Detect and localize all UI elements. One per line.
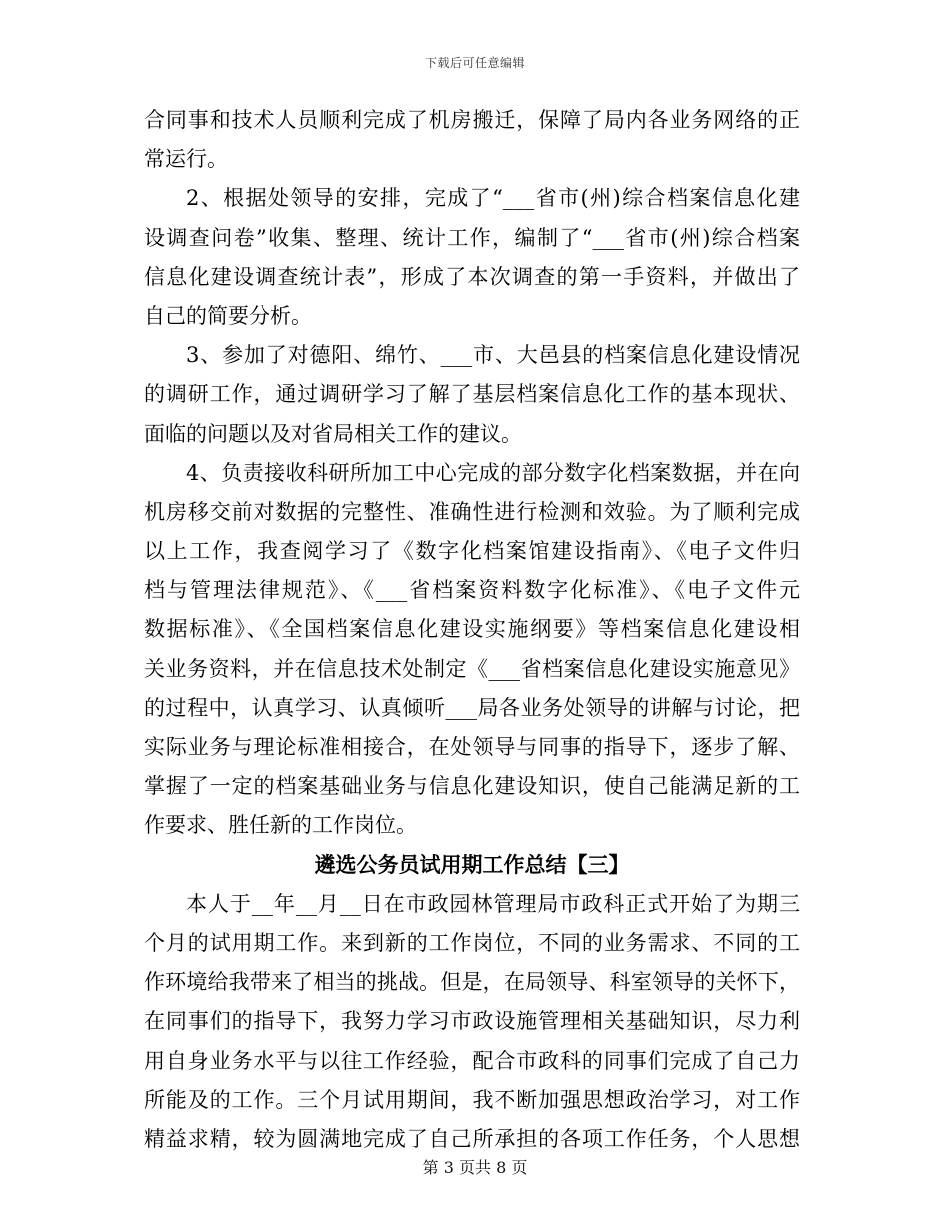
text-line: 设调查问卷”收集、整理、统计工作，编制了“___省市(州)综合档案 xyxy=(144,225,800,250)
text-line: 实际业务与理论标准相接合，在处领导与同事的指导下，逐步了解、 xyxy=(144,735,800,759)
text-line: 3、参加了对德阳、绵竹、___市、大邑县的档案信息化建设情况 xyxy=(186,343,800,368)
text-line: 信息化建设调查统计表”，形成了本次调查的第一手资料，并做出了 xyxy=(144,264,800,289)
paragraph-5 xyxy=(144,885,800,1159)
text-line: 作要求、胜任新的工作岗位。 xyxy=(144,813,417,838)
text-line: 数据标准》、《全国档案信息化建设实施纲要》等档案信息化建设相 xyxy=(144,617,800,642)
document-body xyxy=(144,101,800,1159)
text-line: 面临的问题以及对省局相关工作的建议。 xyxy=(144,421,522,446)
text-line: 机房移交前对数据的完整性、准确性进行检测和效验。为了顺利完成 xyxy=(144,499,800,524)
page-footer: 第 3 页共 8 页 xyxy=(422,1158,528,1177)
text-line: 所能及的工作。三个月试用期间，我不断加强思想政治学习，对工作 xyxy=(144,1087,800,1112)
section-heading: 遴选公务员试用期工作总结【三】 xyxy=(314,852,630,877)
text-line: 在同事们的指导下，我努力学习市政设施管理相关基础知识，尽力利 xyxy=(144,1009,800,1034)
text-line: 精益求精，较为圆满地完成了自己所承担的各项工作任务，个人思想 xyxy=(144,1126,800,1151)
text-line: 的过程中，认真学习、认真倾听___局各业务处领导的讲解与讨论，把 xyxy=(144,695,800,720)
text-line: 常运行。 xyxy=(144,147,228,172)
paragraph-1 xyxy=(144,101,800,179)
text-line: 用自身业务水平与以往工作经验，配合市政科的同事们完成了自己力 xyxy=(144,1048,800,1073)
text-line: 作环境给我带来了相当的挑战。但是，在局领导、科室领导的关怀下， xyxy=(144,970,800,995)
text-line: 4、负责接收科研所加工中心完成的部分数字化档案数据，并在向 xyxy=(186,460,800,485)
paragraph-4 xyxy=(144,454,800,846)
text-line: 以上工作，我查阅学习了《数字化档案馆建设指南》、《电子文件归 xyxy=(144,539,800,564)
text-line: 掌握了一定的档案基础业务与信息化建设知识，使自己能满足新的工 xyxy=(144,774,800,799)
text-line: 本人于__年__月__日在市政园林管理局市政科正式开始了为期三 xyxy=(186,891,800,916)
page-header: 下载后可任意编辑 xyxy=(424,56,525,70)
text-line: 自己的简要分析。 xyxy=(144,303,312,328)
paragraph-3 xyxy=(144,336,800,454)
text-line: 个月的试用期工作。来到新的工作岗位，不同的业务需求、不同的工 xyxy=(144,930,800,955)
text-line: 的调研工作，通过调研学习了解了基层档案信息化工作的基本现状、 xyxy=(144,382,800,407)
text-line: 2、根据处领导的安排，完成了“___省市(州)综合档案信息化建 xyxy=(186,186,800,211)
text-line: 关业务资料，并在信息技术处制定《___省档案信息化建设实施意见》 xyxy=(144,656,800,681)
paragraph-2 xyxy=(144,179,800,336)
text-line: 合同事和技术人员顺利完成了机房搬迁，保障了局内各业务网络的正 xyxy=(144,108,800,132)
text-line: 档与管理法律规范》、《___省档案资料数字化标准》、《电子文件元 xyxy=(144,578,800,603)
